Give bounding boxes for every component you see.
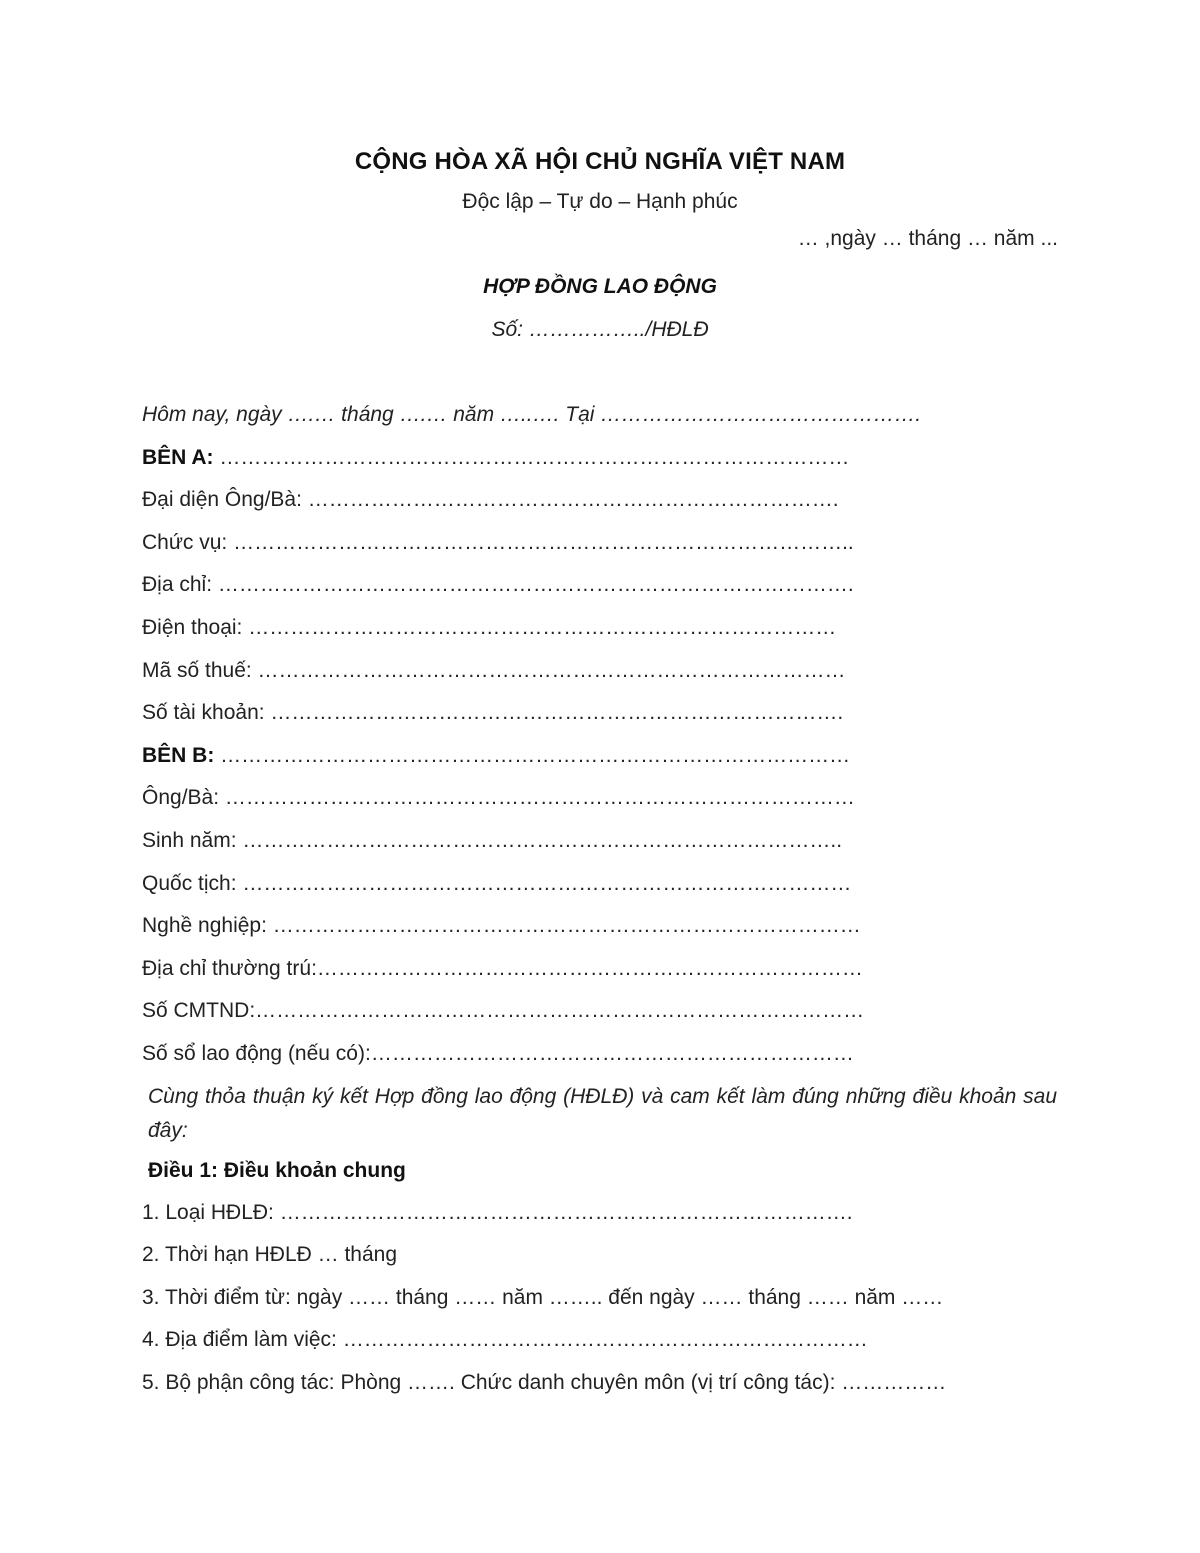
document-title: HỢP ĐỒNG LAO ĐỘNG [483,275,717,298]
party-b-field-occupation: Nghề nghiệp: ………………………………………………………………………… [142,914,861,938]
contract-body [142,400,1057,1410]
party-b-heading: BÊN B: [142,743,215,767]
national-title: CỘNG HÒA XÃ HỘI CHỦ NGHĨA VIỆT NAM [354,148,846,175]
date-line: … ,ngày … tháng … năm ... [797,227,1058,250]
party-b-field-permanent-address: Địa chỉ thường trú:…………………………………………………………………… [142,956,863,980]
party-a-field-representative: Đại diện Ông/Bà: …………………………………………………………………. [142,488,839,512]
article-1-item-workplace: 4. Địa điểm làm việc: ………………………………………………………………… [142,1328,868,1352]
party-a-heading: BÊN A: [142,445,214,469]
agreement-paragraph: Cùng thỏa thuận ký kết Hợp đồng lao động (HĐLĐ) và cam kết làm đúng những điều khoản sau đây: [148,1084,1057,1142]
national-motto: Độc lập – Tự do – Hạnh phúc [462,190,738,213]
party-a-field-tax-code: Mã số thuế: ………………………………………………………………………… [142,658,846,682]
article-1-item-department: 5. Bộ phận công tác: Phòng ……. Chức danh chuyên môn (vị trí công tác): …………… [142,1370,947,1394]
article-1-item-contract-term: 2. Thời hạn HĐLĐ … tháng [142,1243,398,1267]
article-1-item-period: 3. Thời điểm từ: ngày …… tháng …… năm …….. đến ngày …… tháng …… năm …… [142,1285,944,1309]
party-a-field-phone: Điện thoại: ………………………………………………………………………… [142,615,837,639]
party-a-field-bank-account: Số tài khoản: ………………………………………………………………………. [142,701,844,725]
document-number: Số: ……………../HĐLĐ [491,318,709,341]
party-a-heading-line [142,443,1057,486]
party-a-heading-fill: ……………………………………………………………………………… [213,445,850,469]
party-b-field-nationality: Quốc tịch: …………………………………………………………………………… [142,871,852,895]
article-1-heading: Điều 1: Điều khoản chung [148,1158,406,1182]
party-b-heading-fill: ……………………………………………………………………………… [214,743,851,767]
party-b-field-labor-book: Số sổ lao động (nếu có):…………………………………………………………… [142,1041,854,1065]
party-a-field-address: Địa chỉ: ………………………………………………………………………………. [142,573,854,597]
party-a-field-position: Chức vụ: …………………………………………………………………………….. [142,530,854,554]
party-b-field-name: Ông/Bà: ……………………………………………………………………………… [142,786,855,810]
party-b-field-id-card: Số CMTND:…………………………………………………………………………… [142,999,865,1023]
article-1-item-contract-type: 1. Loại HĐLĐ: ………………………………………………………………………. [142,1200,853,1224]
party-b-field-birth-year: Sinh năm: ………………………………………………………………………….. [142,828,843,852]
intro-line: Hôm nay, ngày ….… tháng ….… năm …..…. Tại ………………………………………. [142,403,922,426]
party-b-heading-line [142,741,1057,784]
